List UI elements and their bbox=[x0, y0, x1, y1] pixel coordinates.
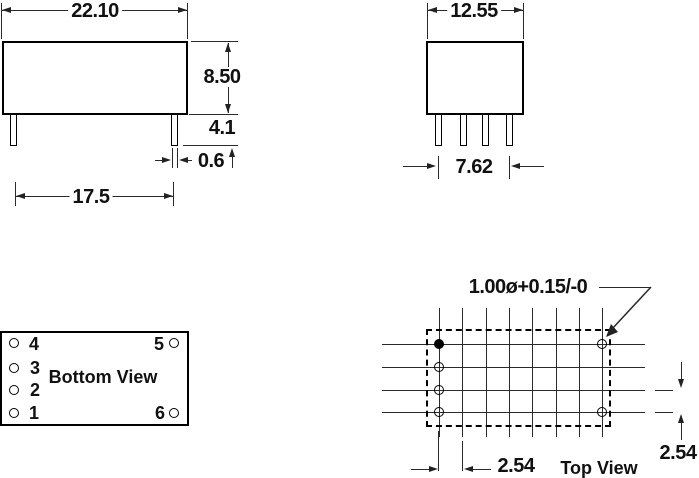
dim-extension-line bbox=[523, 3, 524, 39]
pin-hole-4 bbox=[9, 338, 19, 348]
arrowhead-down-icon bbox=[678, 379, 684, 388]
hole-pin-2 bbox=[434, 362, 444, 372]
dim-line bbox=[520, 166, 544, 167]
dim-line bbox=[473, 469, 491, 470]
dim-extension-line bbox=[655, 412, 673, 413]
pin-number-label: 3 bbox=[29, 358, 41, 378]
dim-label-grid-pitch-y: 2.54 bbox=[659, 442, 697, 464]
dim-extension-line bbox=[438, 156, 439, 179]
top-view-body-outline-dashed bbox=[426, 329, 611, 427]
arrowhead-right-icon bbox=[429, 466, 438, 472]
dim-line bbox=[403, 166, 427, 167]
dim-label-pin-row-pitch: 7.62 bbox=[455, 156, 493, 178]
dim-extension-line bbox=[462, 441, 463, 471]
arrowhead-right-icon bbox=[178, 7, 187, 13]
dim-extension-line bbox=[655, 390, 673, 391]
dim-extension-line bbox=[173, 182, 174, 206]
front-right-pin bbox=[171, 115, 178, 146]
pin-number-label: 5 bbox=[153, 334, 165, 354]
arrowhead-right-icon bbox=[514, 7, 523, 13]
dim-extension-line bbox=[438, 431, 439, 471]
pin-hole-5 bbox=[169, 338, 179, 348]
dim-label-pin-pitch: 17.5 bbox=[70, 187, 113, 207]
hole-pin-1-filled bbox=[434, 339, 444, 349]
side-pin-1 bbox=[435, 115, 442, 146]
dim-label-pin-length: 4.1 bbox=[208, 117, 236, 139]
hole-spec-label: 1.00ø+0.15/-0 bbox=[468, 276, 588, 298]
pin-hole-6 bbox=[169, 408, 179, 418]
bottom-view-title: Bottom View bbox=[48, 367, 158, 387]
hole-pin-6 bbox=[597, 407, 607, 417]
arrowhead-left-icon bbox=[179, 157, 188, 163]
dim-label-pin-width: 0.6 bbox=[197, 150, 225, 172]
dim-line bbox=[411, 469, 430, 470]
hole-pin-3 bbox=[434, 385, 444, 395]
dim-line bbox=[232, 156, 233, 168]
pin-number-label: 2 bbox=[29, 380, 41, 400]
side-pin-3 bbox=[482, 115, 489, 146]
side-view-body bbox=[426, 41, 524, 115]
arrowhead-up-icon bbox=[225, 43, 231, 52]
dim-extension-line bbox=[191, 41, 238, 42]
dim-line bbox=[188, 160, 192, 161]
arrowhead-left-icon bbox=[16, 193, 25, 199]
arrowhead-left-icon bbox=[428, 7, 437, 13]
arrowhead-right-icon bbox=[427, 163, 436, 169]
front-view-body bbox=[2, 41, 188, 115]
top-view-title: Top View bbox=[560, 458, 638, 478]
pin-hole-3 bbox=[9, 363, 19, 373]
arrowhead-down-icon bbox=[225, 104, 231, 113]
front-left-pin bbox=[10, 115, 17, 146]
dim-extension-line bbox=[509, 156, 510, 179]
side-pin-2 bbox=[460, 115, 467, 146]
dim-extension-line bbox=[177, 148, 178, 168]
pin-hole-1 bbox=[9, 408, 19, 418]
arrowhead-right-icon bbox=[164, 193, 173, 199]
arrowhead-left-icon bbox=[2, 7, 11, 13]
dim-line bbox=[681, 422, 682, 440]
dim-extension-line bbox=[183, 145, 238, 146]
pin-number-label: 4 bbox=[28, 334, 40, 354]
dim-label-body-height: 8.50 bbox=[201, 67, 244, 87]
arrowhead-left-icon bbox=[464, 466, 473, 472]
leader-line-diagonal bbox=[600, 285, 660, 345]
side-pin-4 bbox=[506, 115, 513, 146]
dim-label-body-width: 22.10 bbox=[68, 1, 122, 21]
dim-label-grid-pitch-x: 2.54 bbox=[497, 455, 535, 477]
dim-extension-line bbox=[189, 114, 238, 115]
arrowhead-left-icon bbox=[511, 163, 520, 169]
pin-number-label: 6 bbox=[154, 403, 166, 423]
arrowhead-right-icon bbox=[162, 157, 171, 163]
pin-hole-2 bbox=[9, 385, 19, 395]
hole-pin-4 bbox=[434, 407, 444, 417]
dim-line bbox=[681, 362, 682, 379]
dim-extension-line bbox=[172, 148, 173, 168]
dim-extension-line bbox=[187, 3, 188, 39]
pin-number-label: 1 bbox=[28, 403, 40, 423]
dim-label-body-depth: 12.55 bbox=[447, 1, 501, 21]
